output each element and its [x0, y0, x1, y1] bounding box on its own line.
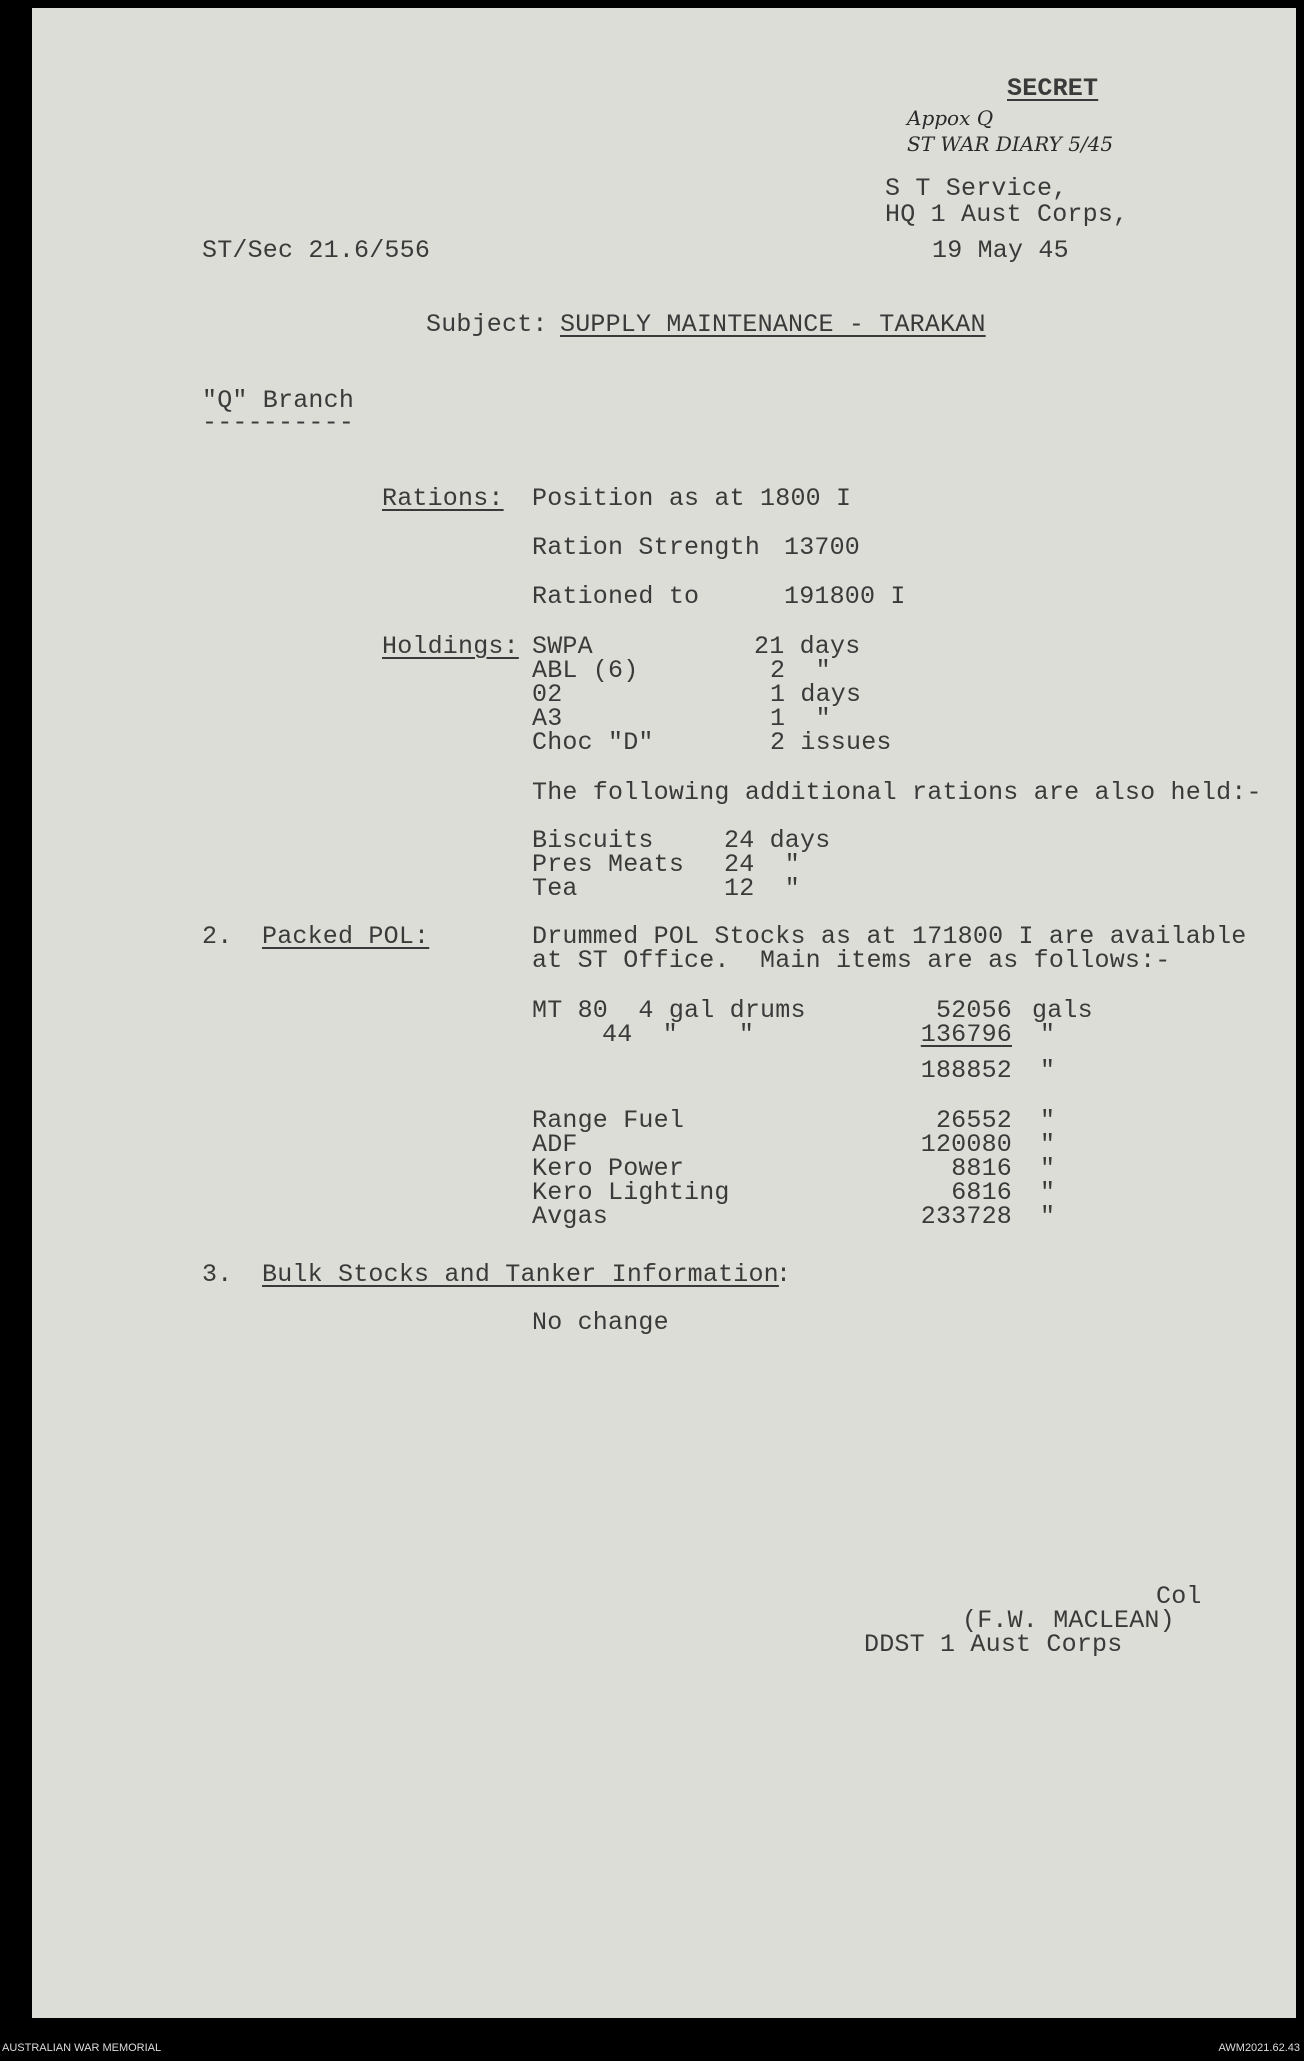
reference-number: ST/Sec 21.6/556: [202, 236, 431, 265]
pol-item-value: 8816: [951, 1154, 1012, 1183]
additional-ration-qty: 12 ": [724, 874, 801, 903]
additional-ration-name: Biscuits: [532, 826, 654, 855]
pol-item-unit: ": [1040, 1130, 1056, 1159]
holding-qty: 1 days: [770, 680, 862, 709]
mt80-line-2: 44 " ": [602, 1020, 755, 1049]
mt80-total-unit: ": [1040, 1056, 1056, 1085]
section-3-number: 3.: [202, 1260, 233, 1289]
signatory-name: (F.W. MACLEAN): [962, 1606, 1175, 1635]
additional-rations-note: The following additional rations are also held:-: [532, 778, 1262, 807]
pol-intro-line-2: at ST Office. Main items are as follows:-: [532, 946, 1171, 975]
subject-label: Subject:: [426, 310, 548, 339]
pol-item-name: Avgas: [532, 1202, 609, 1231]
holding-qty: 21 days: [754, 632, 861, 661]
pol-item-name: Kero Lighting: [532, 1178, 730, 1207]
holdings-label: Holdings:: [382, 632, 519, 661]
sender-line-1: S T Service,: [885, 174, 1068, 203]
pol-intro-line-1: Drummed POL Stocks as at 171800 I are available: [532, 922, 1247, 951]
footer-archive-reference: AWM2021.62.43: [1218, 2042, 1300, 2054]
pol-item-unit: ": [1040, 1154, 1056, 1183]
pol-item-value: 233728: [920, 1202, 1012, 1231]
bulk-stocks-colon: :: [776, 1260, 792, 1289]
holding-name: A3: [532, 704, 563, 733]
mt80-value-2: 136796: [920, 1020, 1012, 1049]
holding-qty: 1 ": [770, 704, 831, 733]
rationed-to-value: 191800 I: [784, 582, 906, 611]
additional-ration-name: Tea: [532, 874, 578, 903]
pol-item-value: 6816: [951, 1178, 1012, 1207]
document-page: [32, 8, 1296, 2018]
signatory-title: DDST 1 Aust Corps: [864, 1630, 1123, 1659]
ration-strength-label: Ration Strength: [532, 533, 761, 562]
section-2-number: 2.: [202, 922, 233, 951]
pol-item-unit: ": [1040, 1202, 1056, 1231]
handwritten-note-war-diary: ST WAR DIARY 5/45: [907, 132, 1114, 156]
holding-qty: 2 ": [770, 656, 831, 685]
holding-name: ABL (6): [532, 656, 639, 685]
mt80-line-1: MT 80 4 gal drums: [532, 996, 806, 1025]
holding-name: 02: [532, 680, 563, 709]
classification-stamp: SECRET: [1007, 74, 1099, 103]
pol-item-name: Range Fuel: [532, 1106, 685, 1135]
additional-ration-qty: 24 ": [724, 850, 801, 879]
pol-item-unit: ": [1040, 1106, 1056, 1135]
holding-name: SWPA: [532, 632, 593, 661]
signatory-rank: Col: [1156, 1582, 1202, 1611]
additional-ration-qty: 24 days: [724, 826, 831, 855]
mt80-unit-2: ": [1040, 1020, 1056, 1049]
holding-name: Choc "D": [532, 728, 654, 757]
pol-item-name: Kero Power: [532, 1154, 685, 1183]
rationed-to-label: Rationed to: [532, 582, 700, 611]
mt80-value-1: 52056: [935, 996, 1012, 1025]
handwritten-note-appox: Appox Q: [907, 106, 994, 130]
branch-name: "Q" Branch: [202, 386, 355, 415]
pol-item-unit: ": [1040, 1178, 1056, 1207]
pol-item-value: 26552: [935, 1106, 1012, 1135]
footer-archive-name: AUSTRALIAN WAR MEMORIAL: [2, 2042, 162, 2054]
holding-qty: 2 issues: [770, 728, 892, 757]
packed-pol-label: Packed POL:: [262, 922, 430, 951]
mt80-unit-1: gals: [1032, 996, 1093, 1025]
mt80-total: 188852: [920, 1056, 1012, 1085]
branch-underline: ----------: [202, 408, 355, 437]
ration-strength-value: 13700: [784, 533, 861, 562]
pol-item-value: 120080: [920, 1130, 1012, 1159]
pol-item-name: ADF: [532, 1130, 578, 1159]
document-date: 19 May 45: [932, 236, 1069, 265]
additional-ration-name: Pres Meats: [532, 850, 685, 879]
rations-position: Position as at 1800 I: [532, 484, 852, 513]
bulk-status: No change: [532, 1308, 669, 1337]
bulk-stocks-label: Bulk Stocks and Tanker Information: [262, 1260, 779, 1289]
sender-line-2: HQ 1 Aust Corps,: [885, 200, 1129, 229]
rations-label: Rations:: [382, 484, 504, 513]
subject-text: SUPPLY MAINTENANCE - TARAKAN: [560, 310, 986, 339]
